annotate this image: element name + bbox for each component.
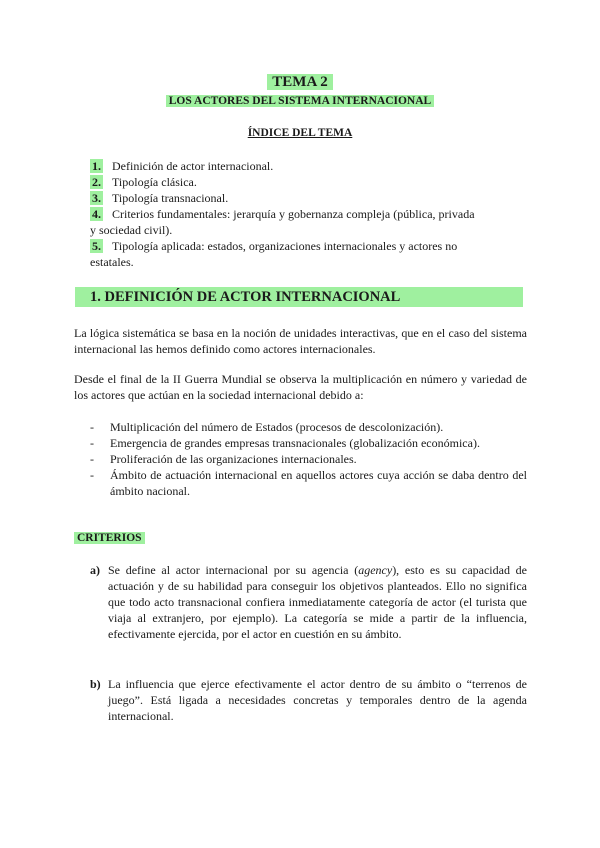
subtitle-text: LOS ACTORES DEL SISTEMA INTERNACIONAL <box>166 95 434 107</box>
toc-text: Tipología transnacional. <box>112 191 229 205</box>
toc-item <box>90 206 530 238</box>
bullet-dash: - <box>90 420 94 434</box>
criterio-b <box>90 676 527 724</box>
criterio-item <box>90 562 527 642</box>
criterios-label <box>74 531 145 546</box>
paragraph: Desde el final de la II Guerra Mundial se observa la multiplicación en número y variedad de los actores que actúan en la sociedad internacional debido a: <box>74 372 527 402</box>
bullet-list <box>90 419 527 499</box>
paragraph: La lógica sistemática se basa en la noción de unidades interactivas, que en el caso del sistema internacional las hemos definido como actores internacionales. <box>74 326 527 356</box>
criterio-letter: b) <box>90 677 101 691</box>
bullet-item <box>90 419 527 435</box>
bullet-item <box>90 467 527 499</box>
criterio-item <box>90 676 527 724</box>
criterio-text-after: ), esto es su capacidad de actuación y de su habilidad para conseguir los objetivos planteados. Ello no significa que todo acto transnacional confiera inmediatamente categoría de actor (el turista que viaja al extranjero, por ejemplo). La categoría se mide a partir de la influencia, efectivamente ejercida, por el actor en cuestión en su ámbito. <box>108 563 527 641</box>
toc-item <box>90 158 530 174</box>
title-text: TEMA 2 <box>267 74 332 90</box>
criterio-text: La influencia que ejerce efectivamente el actor dentro de su ámbito o “terrenos de juego”. Está ligada a necesidades concretas y temporales dentro de la agenda internacional. <box>108 677 527 723</box>
toc-text-continued: y sociedad civil). <box>90 223 173 237</box>
bullet-dash: - <box>90 452 94 466</box>
toc-number: 1. <box>92 159 101 173</box>
toc-text: Definición de actor internacional. <box>112 159 274 173</box>
criterio-italic-term: agency <box>358 563 393 577</box>
page-subtitle <box>0 94 600 108</box>
bullet-item <box>90 451 527 467</box>
toc-number: 5. <box>92 239 101 253</box>
bullet-item <box>90 435 527 451</box>
table-of-contents <box>90 158 530 270</box>
toc-item <box>90 190 530 206</box>
toc-text: Tipología aplicada: estados, organizaciones internacionales y actores no <box>112 239 458 253</box>
toc-text-continued: estatales. <box>90 255 134 269</box>
criterio-letter: a) <box>90 563 100 577</box>
criterio-a <box>90 562 527 642</box>
page-title <box>0 73 600 91</box>
index-title: ÍNDICE DEL TEMA <box>247 127 353 139</box>
bullet-dash: - <box>90 436 94 450</box>
toc-item <box>90 174 530 190</box>
section-heading: 1. DEFINICIÓN DE ACTOR INTERNACIONAL <box>75 287 523 307</box>
bullet-text: Emergencia de grandes empresas transnacionales (globalización económica). <box>110 436 480 450</box>
bullet-text: Ámbito de actuación internacional en aquellos actores cuya acción se daba dentro del ámbito nacional. <box>110 468 527 498</box>
criterio-text-before: Se define al actor internacional por su agencia ( <box>108 563 359 577</box>
toc-text: Tipología clásica. <box>112 175 197 189</box>
bullet-dash: - <box>90 468 94 482</box>
bullet-text: Proliferación de las organizaciones internacionales. <box>110 452 357 466</box>
toc-number: 4. <box>92 207 101 221</box>
toc-item <box>90 238 530 270</box>
toc-number: 3. <box>92 191 101 205</box>
toc-text: Criterios fundamentales: jerarquía y gobernanza compleja (pública, privada <box>112 207 475 221</box>
criterios-text: CRITERIOS <box>74 532 145 544</box>
toc-number: 2. <box>92 175 101 189</box>
bullet-text: Multiplicación del número de Estados (procesos de descolonización). <box>110 420 444 434</box>
